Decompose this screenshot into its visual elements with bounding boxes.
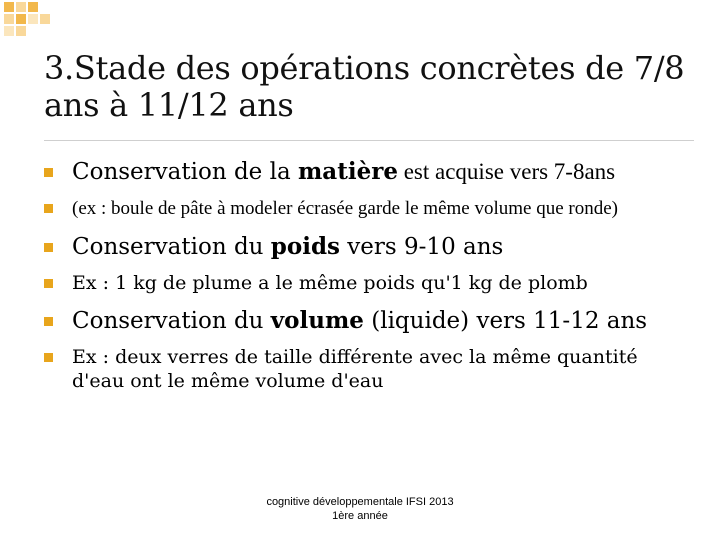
corner-decoration	[0, 0, 60, 45]
bullet-text-pre: Conservation du	[72, 308, 271, 334]
bullet-text-bold: poids	[270, 233, 340, 260]
slide-footer	[0, 495, 720, 523]
bullet-text-post: (liquide) vers 11-12 ans	[363, 308, 648, 334]
slide-title: 3.Stade des opérations concrètes de 7/8 ans à 11/12 ans	[44, 49, 685, 124]
bullet-text: Ex : deux verres de taille différente avec la même quantité d'eau ont le même volume d'eau	[72, 346, 638, 392]
title-divider	[44, 140, 694, 141]
bullet-text-pre: Conservation du	[72, 234, 271, 260]
bullet-poids	[44, 233, 694, 261]
bullet-text-bold: matière	[297, 158, 398, 185]
bullet-matiere	[44, 158, 694, 186]
square-bullet-icon	[44, 168, 53, 177]
square-bullet-icon	[44, 243, 53, 252]
square-bullet-icon	[44, 317, 53, 326]
bullet-text: Ex : 1 kg de plume a le même poids qu'1 kg de plomb	[72, 272, 588, 294]
square-bullet-icon	[44, 353, 53, 362]
square-bullet-icon	[44, 204, 53, 213]
bullet-volume	[44, 307, 694, 335]
footer-line-2: 1ère année	[332, 510, 388, 522]
bullet-example-verres	[44, 345, 694, 393]
bullet-text-post: est acquise vers 7-8ans	[397, 159, 616, 184]
bullet-text-post: vers 9-10 ans	[340, 234, 504, 260]
footer-line-1: cognitive développementale IFSI 2013	[266, 496, 454, 508]
bullet-example-pate	[44, 196, 694, 221]
square-bullet-icon	[44, 279, 53, 288]
bullet-list	[44, 158, 694, 405]
bullet-example-plume	[44, 271, 694, 295]
bullet-text: (ex : boule de pâte à modeler écrasée garde le même volume que ronde)	[72, 198, 618, 219]
bullet-text-bold: volume	[270, 307, 364, 334]
bullet-text-pre: Conservation de la	[72, 159, 298, 185]
